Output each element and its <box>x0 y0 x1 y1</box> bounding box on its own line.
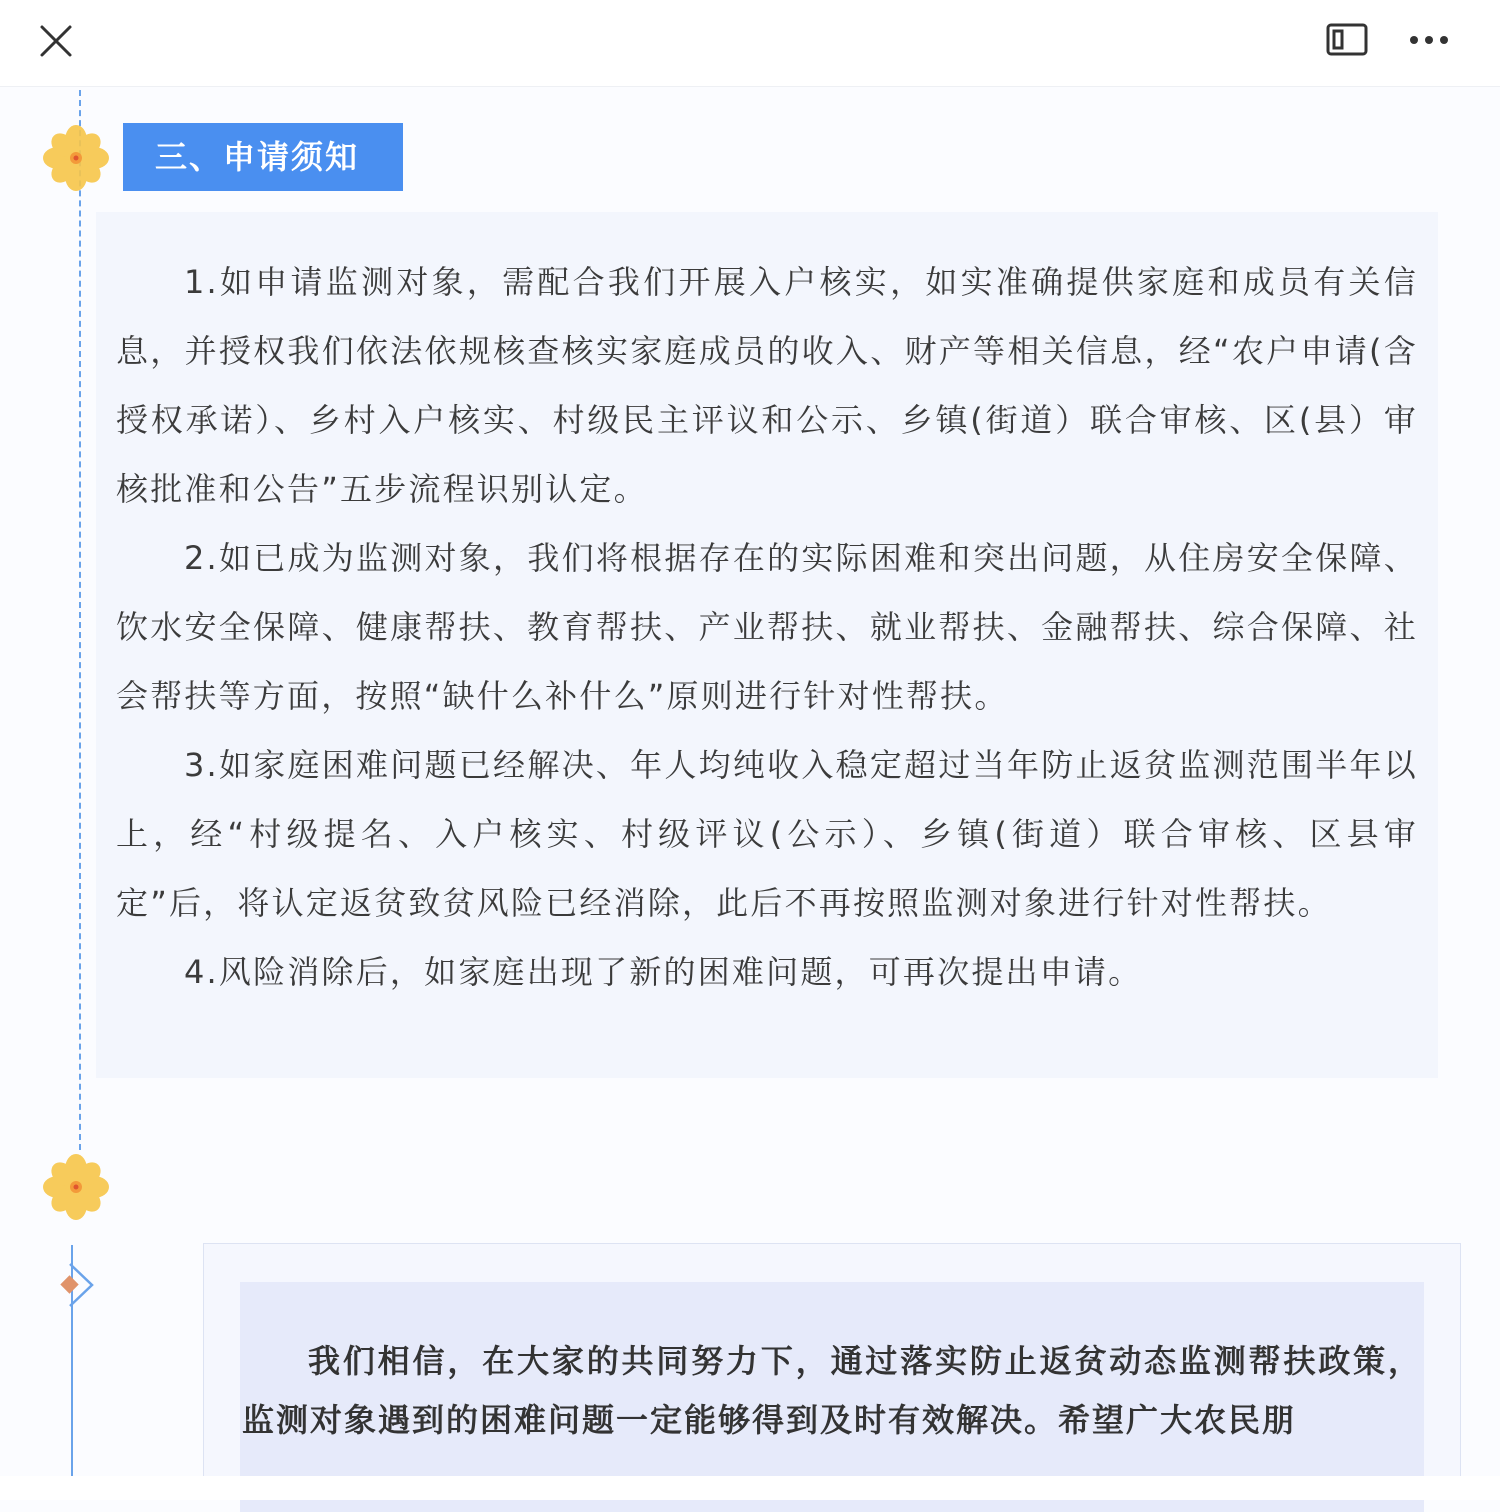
timeline-dashed-line <box>79 90 81 1150</box>
notice-panel <box>96 212 1438 1078</box>
close-button[interactable] <box>28 14 84 70</box>
notice-paragraph-3: 3.如家庭困难问题已经解决、年人均纯收入稳定超过当年防止返贫监测范围半年以上，经“村级提名、入户核实、村级评议(公示）、乡镇(街道）联合审核、区县审定”后，将认定返贫致贫风险已经消除，此后不再按照监测对象进行针对性帮扶。 <box>116 746 1418 922</box>
more-icon <box>1400 16 1460 66</box>
panel-toggle-button[interactable] <box>1320 16 1376 66</box>
bottom-edge <box>0 1476 1500 1500</box>
closing-text: 我们相信，在大家的共同努力下，通过落实防止返贫动态监测帮扶政策，监测对象遇到的困难问题一定能够得到及时有效解决。希望广大农民朋 <box>242 1342 1422 1439</box>
timeline-marker-icon <box>56 1262 96 1308</box>
section-title: 三、申请须知 <box>123 123 403 191</box>
notice-paragraph-4: 4.风险消除后，如家庭出现了新的困难问题，可再次提出申请。 <box>184 953 1143 991</box>
notice-paragraph-1: 1.如申请监测对象，需配合我们开展入户核实，如实准确提供家庭和成员有关信息，并授权我们依法依规核查核实家庭成员的收入、财产等相关信息，经“农户申请(含授权承诺）、乡村入户核实、村级民主评议和公示、乡镇(街道）联合审核、区(县）审核批准和公告”五步流程识别认定。 <box>116 263 1418 508</box>
closing-card <box>203 1243 1461 1500</box>
flower-icon <box>41 1152 111 1222</box>
more-options-button[interactable] <box>1400 16 1460 66</box>
notice-paragraph-2: 2.如已成为监测对象，我们将根据存在的实际困难和突出问题，从住房安全保障、饮水安全保障、健康帮扶、教育帮扶、产业帮扶、就业帮扶、金融帮扶、综合保障、社会帮扶等方面，按照“缺什么补什么”原则进行针对性帮扶。 <box>116 539 1418 715</box>
sidebar-panel-icon <box>1320 16 1376 66</box>
flower-icon <box>41 123 111 193</box>
top-bar <box>0 0 1500 87</box>
close-icon <box>28 14 84 70</box>
